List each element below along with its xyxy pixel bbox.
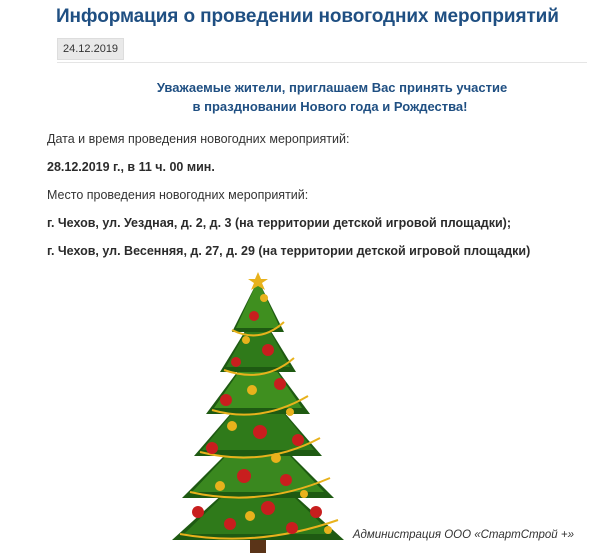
divider (57, 62, 587, 63)
greeting-line-1: Уважаемые жители, приглашаем Вас принять участие (156, 80, 508, 95)
place-1: г. Чехов, ул. Уездная, д. 2, д. 3 (на территории детской игровой площадки); (47, 216, 512, 230)
datetime-label: Дата и время проведения новогодних мероприятий: (47, 132, 350, 146)
place-label: Место проведения новогодних мероприятий: (47, 188, 309, 202)
page-title: Информация о проведении новогодних мероприятий (56, 6, 559, 27)
signature: Администрация ООО «СтартСтрой +» (352, 529, 574, 541)
place-2: г. Чехов, ул. Весенняя, д. 27, д. 29 (на территории детской игровой площадки) (47, 244, 531, 258)
datetime-value: 28.12.2019 г., в 11 ч. 00 мин. (47, 160, 215, 174)
christmas-tree-icon (168, 272, 348, 553)
date-badge: 24.12.2019 (57, 38, 124, 60)
greeting-line-2: в праздновании Нового года и Рождества! (192, 99, 468, 114)
